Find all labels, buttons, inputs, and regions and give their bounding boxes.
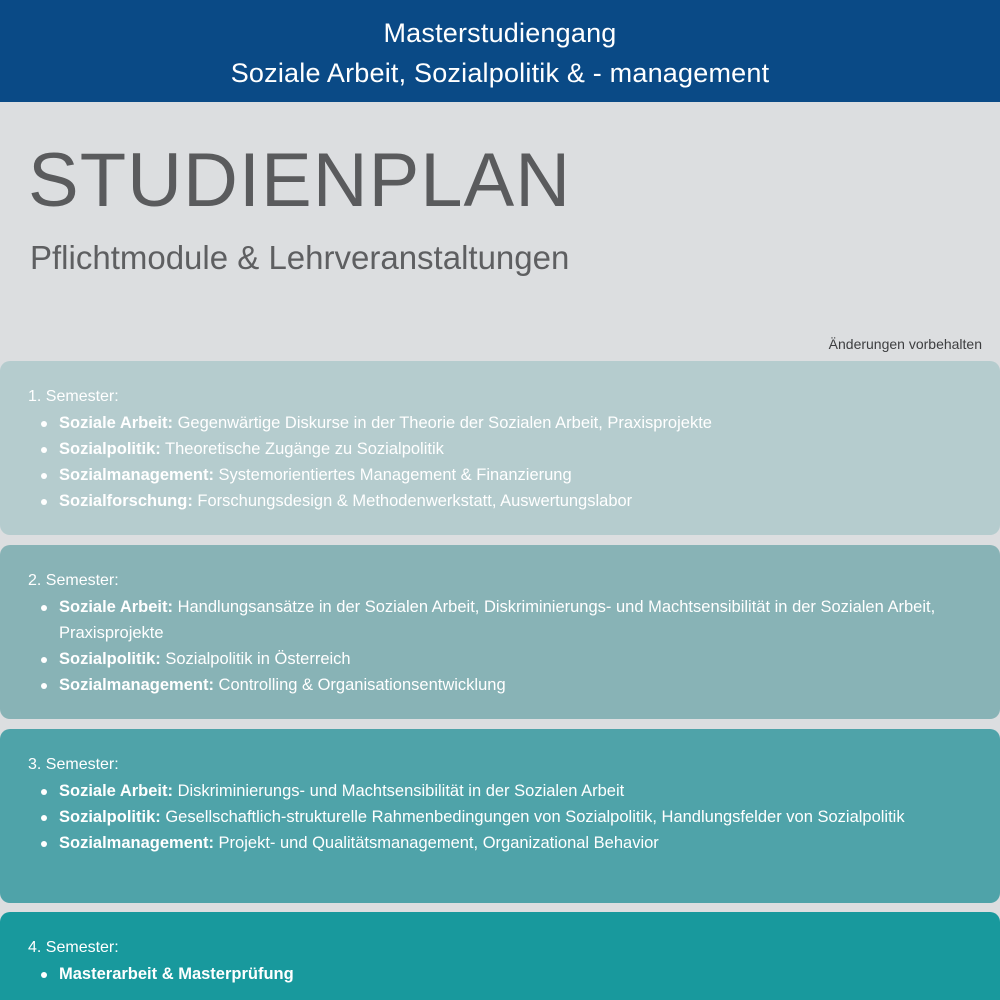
module-text: Sozialpolitik in Österreich bbox=[160, 650, 351, 668]
module-category: Soziale Arbeit: bbox=[59, 598, 173, 616]
header-banner bbox=[0, 0, 1000, 102]
bullet-icon bbox=[41, 972, 47, 978]
bullet-icon bbox=[41, 473, 47, 479]
bullet-icon bbox=[41, 447, 47, 453]
module-category: Sozialforschung: bbox=[59, 492, 193, 510]
module-item bbox=[28, 410, 976, 436]
module-item bbox=[28, 462, 976, 488]
bullet-icon bbox=[41, 789, 47, 795]
module-item bbox=[28, 804, 976, 830]
module-item bbox=[28, 778, 976, 804]
bullet-icon bbox=[41, 421, 47, 427]
bullet-icon bbox=[41, 815, 47, 821]
module-list bbox=[28, 961, 976, 987]
semester-4-card bbox=[0, 912, 1000, 1000]
module-item bbox=[28, 672, 976, 698]
module-category: Soziale Arbeit: bbox=[59, 782, 173, 800]
module-list bbox=[28, 778, 976, 856]
module-text: Gegenwärtige Diskurse in der Theorie der Sozialen Arbeit, Praxisprojekte bbox=[173, 414, 712, 432]
bullet-icon bbox=[41, 841, 47, 847]
module-text: Gesellschaftlich-strukturelle Rahmenbedingungen von Sozialpolitik, Handlungsfelder von Sozialpolitik bbox=[160, 808, 905, 826]
module-item bbox=[28, 830, 976, 856]
bullet-icon bbox=[41, 605, 47, 611]
module-text: Theoretische Zugänge zu Sozialpolitik bbox=[160, 440, 444, 458]
bullet-icon bbox=[41, 683, 47, 689]
module-category: Sozialpolitik: bbox=[59, 650, 161, 668]
semester-1-card bbox=[0, 361, 1000, 535]
module-item bbox=[28, 436, 976, 462]
module-category: Soziale Arbeit: bbox=[59, 414, 173, 432]
program-label: Masterstudiengang bbox=[383, 18, 617, 48]
module-list bbox=[28, 594, 976, 698]
module-category: Sozialmanagement: bbox=[59, 466, 214, 484]
module-text: Systemorientiertes Management & Finanzierung bbox=[213, 466, 572, 484]
bullet-icon bbox=[41, 499, 47, 505]
module-category: Sozialpolitik: bbox=[59, 440, 161, 458]
module-text: Diskriminierungs- und Machtsensibilität in der Sozialen Arbeit bbox=[173, 782, 625, 800]
module-category: Sozialmanagement: bbox=[59, 834, 214, 852]
module-list bbox=[28, 410, 976, 514]
module-text: Projekt- und Qualitätsmanagement, Organizational Behavior bbox=[213, 834, 659, 852]
bullet-icon bbox=[41, 657, 47, 663]
semester-heading: 4. Semester: bbox=[28, 939, 119, 956]
module-item bbox=[28, 488, 976, 514]
semester-heading: 3. Semester: bbox=[28, 756, 119, 773]
semester-heading: 1. Semester: bbox=[28, 388, 119, 405]
module-category: Sozialpolitik: bbox=[59, 808, 161, 826]
semester-3-card bbox=[0, 729, 1000, 903]
module-item bbox=[28, 646, 976, 672]
page-subtitle: Pflichtmodule & Lehrveranstaltungen bbox=[30, 239, 570, 276]
module-category: Sozialmanagement: bbox=[59, 676, 214, 694]
page-title: STUDIENPLAN bbox=[28, 138, 572, 223]
module-text: Forschungsdesign & Methodenwerkstatt, Auswertungslabor bbox=[192, 492, 633, 510]
module-text: Handlungsansätze in der Sozialen Arbeit, Diskriminierungs- und Machtsensibilität in der Sozialen Arbeit, Praxisprojekte bbox=[59, 598, 936, 642]
semester-2-card bbox=[0, 545, 1000, 719]
semester-heading: 2. Semester: bbox=[28, 572, 119, 589]
program-name: Soziale Arbeit, Sozialpolitik & - management bbox=[230, 58, 770, 88]
module-text: Controlling & Organisationsentwicklung bbox=[213, 676, 506, 694]
module-item bbox=[28, 961, 976, 987]
disclaimer-note: Änderungen vorbehalten bbox=[828, 336, 982, 352]
module-category: Masterarbeit & Masterprüfung bbox=[59, 965, 294, 983]
module-item bbox=[28, 594, 976, 646]
